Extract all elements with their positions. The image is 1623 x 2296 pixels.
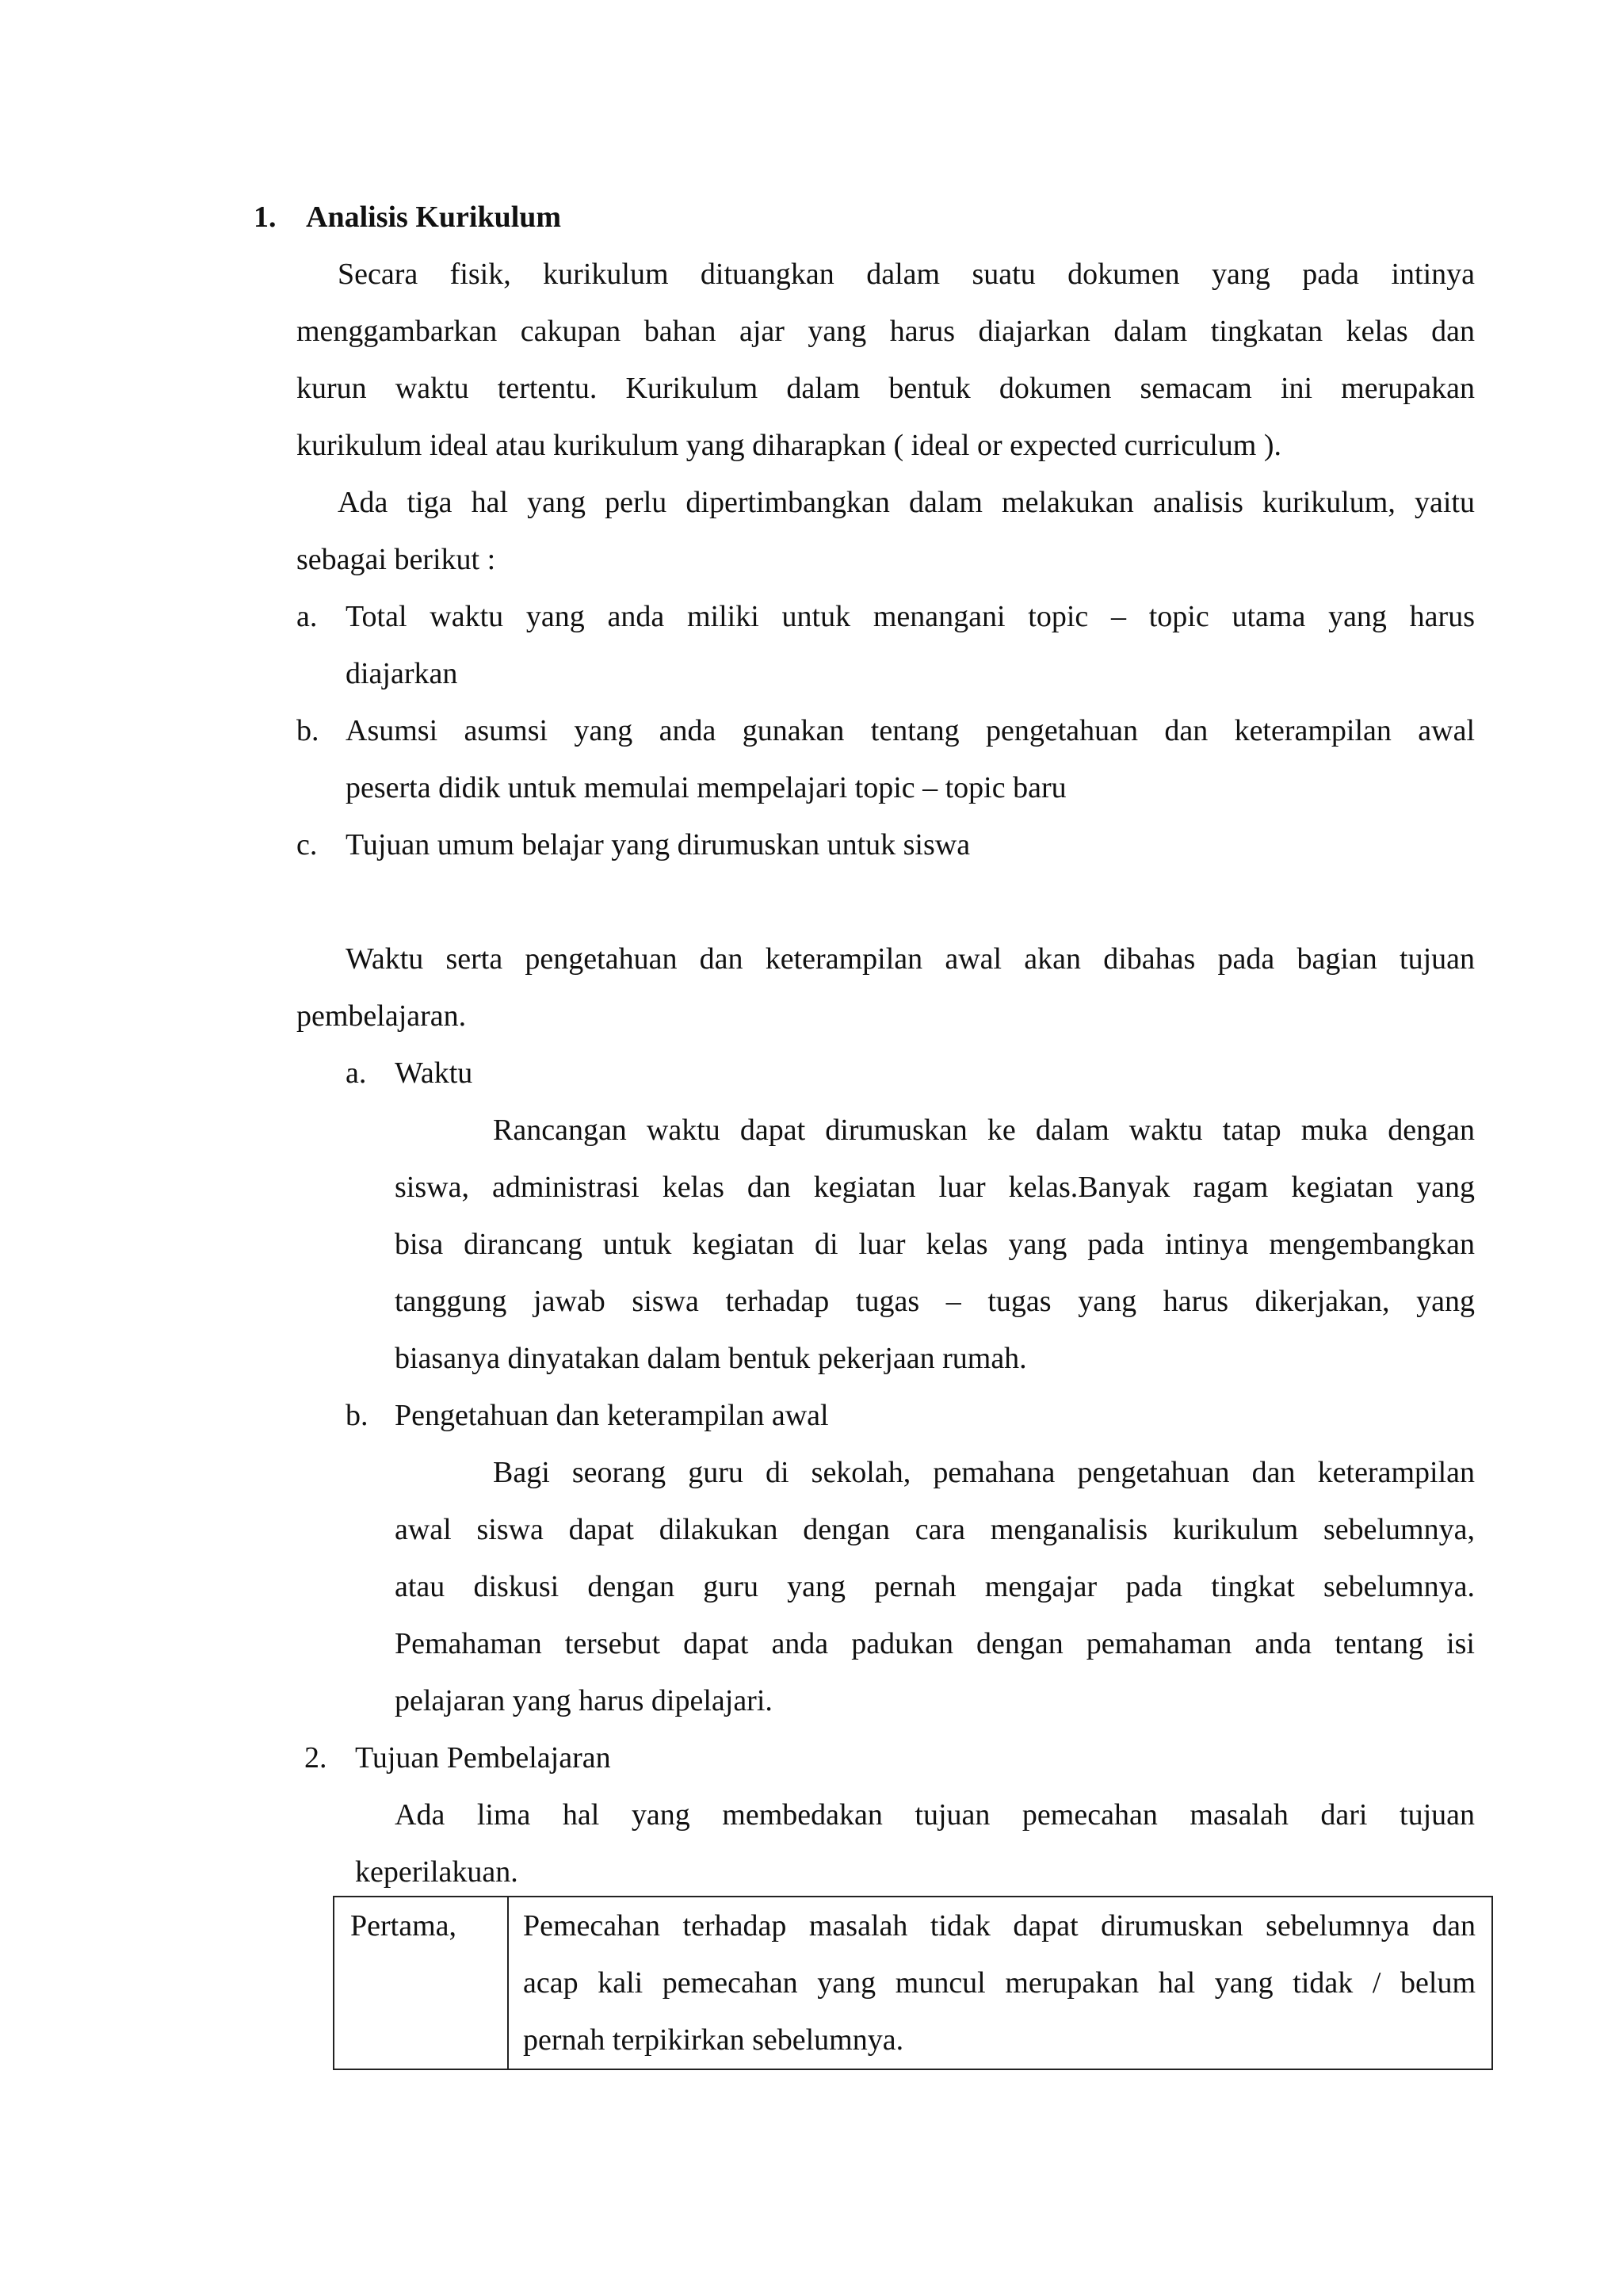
paragraph-line: awal siswa dapat dilakukan dengan cara menganalisis kurikulum sebelumnya, bbox=[395, 1513, 1475, 1546]
cell-line: acap kali pemecahan yang muncul merupakan hal yang tidak / belum bbox=[523, 1966, 1476, 2000]
list-item-line: Total waktu yang anda miliki untuk menangani topic – topic utama yang harus bbox=[346, 600, 1475, 633]
section-number: 1. bbox=[254, 201, 277, 234]
list-marker: b. bbox=[296, 714, 319, 747]
paragraph-line: siswa, administrasi kelas dan kegiatan luar kelas.Banyak ragam kegiatan yang bbox=[395, 1171, 1475, 1204]
subsection-marker: a. bbox=[346, 1056, 367, 1090]
paragraph-line: Secara fisik, kurikulum dituangkan dalam suatu dokumen yang pada intinya bbox=[338, 258, 1475, 291]
paragraph-line: atau diskusi dengan guru yang pernah mengajar pada tingkat sebelumnya. bbox=[395, 1570, 1475, 1603]
row-label: Pertama, bbox=[350, 1909, 457, 1943]
paragraph-line: Ada lima hal yang membedakan tujuan pemecahan masalah dari tujuan bbox=[395, 1798, 1475, 1832]
section-title: Analisis Kurikulum bbox=[306, 201, 562, 234]
paragraph-line: Rancangan waktu dapat dirumuskan ke dalam waktu tatap muka dengan bbox=[493, 1114, 1475, 1147]
list-item-line: peserta didik untuk memulai mempelajari topic – topic baru bbox=[346, 771, 1067, 804]
paragraph-line: kurun waktu tertentu. Kurikulum dalam bentuk dokumen semacam ini merupakan bbox=[296, 372, 1475, 405]
paragraph-line: Waktu serta pengetahuan dan keterampilan awal akan dibahas pada bagian tujuan bbox=[346, 942, 1475, 976]
paragraph-line: menggambarkan cakupan bahan ajar yang harus diajarkan dalam tingkatan kelas dan bbox=[296, 315, 1475, 348]
paragraph-line: biasanya dinyatakan dalam bentuk pekerjaan rumah. bbox=[395, 1342, 1027, 1375]
paragraph-line: Bagi seorang guru di sekolah, pemahana pengetahuan dan keterampilan bbox=[493, 1456, 1475, 1489]
section-title: Tujuan Pembelajaran bbox=[355, 1741, 611, 1775]
paragraph-line: Pemahaman tersebut dapat anda padukan dengan pemahaman anda tentang isi bbox=[395, 1627, 1475, 1660]
subsection-title: Waktu bbox=[395, 1056, 473, 1090]
section-number: 2. bbox=[304, 1741, 327, 1775]
paragraph-line: pembelajaran. bbox=[296, 999, 467, 1033]
subsection-title: Pengetahuan dan keterampilan awal bbox=[395, 1399, 829, 1432]
list-item-line: diajarkan bbox=[346, 657, 458, 690]
list-marker: a. bbox=[296, 600, 318, 633]
list-item-line: Asumsi asumsi yang anda gunakan tentang pengetahuan dan keterampilan awal bbox=[346, 714, 1475, 747]
subsection-marker: b. bbox=[346, 1399, 369, 1432]
paragraph-line: tanggung jawab siswa terhadap tugas – tugas yang harus dikerjakan, yang bbox=[395, 1285, 1475, 1318]
paragraph-line: kurikulum ideal atau kurikulum yang diharapkan ( ideal or expected curriculum ). bbox=[296, 429, 1282, 462]
cell-line: Pemecahan terhadap masalah tidak dapat dirumuskan sebelumnya dan bbox=[523, 1909, 1476, 1943]
paragraph-line: pelajaran yang harus dipelajari. bbox=[395, 1684, 773, 1717]
cell-line: pernah terpikirkan sebelumnya. bbox=[523, 2023, 904, 2057]
paragraph-line: bisa dirancang untuk kegiatan di luar kelas yang pada intinya mengembangkan bbox=[395, 1228, 1475, 1261]
table-cell-label bbox=[334, 1897, 508, 2069]
table-row bbox=[334, 1897, 1492, 2069]
list-marker: c. bbox=[296, 828, 318, 861]
list-item-line: Tujuan umum belajar yang dirumuskan untuk siswa bbox=[346, 828, 971, 861]
paragraph-line: Ada tiga hal yang perlu dipertimbangkan dalam melakukan analisis kurikulum, yaitu bbox=[338, 486, 1475, 519]
paragraph-line: sebagai berikut : bbox=[296, 543, 496, 576]
paragraph-line: keperilakuan. bbox=[355, 1855, 518, 1889]
comparison-table bbox=[333, 1896, 1493, 2070]
table-cell-content bbox=[508, 1897, 1492, 2069]
